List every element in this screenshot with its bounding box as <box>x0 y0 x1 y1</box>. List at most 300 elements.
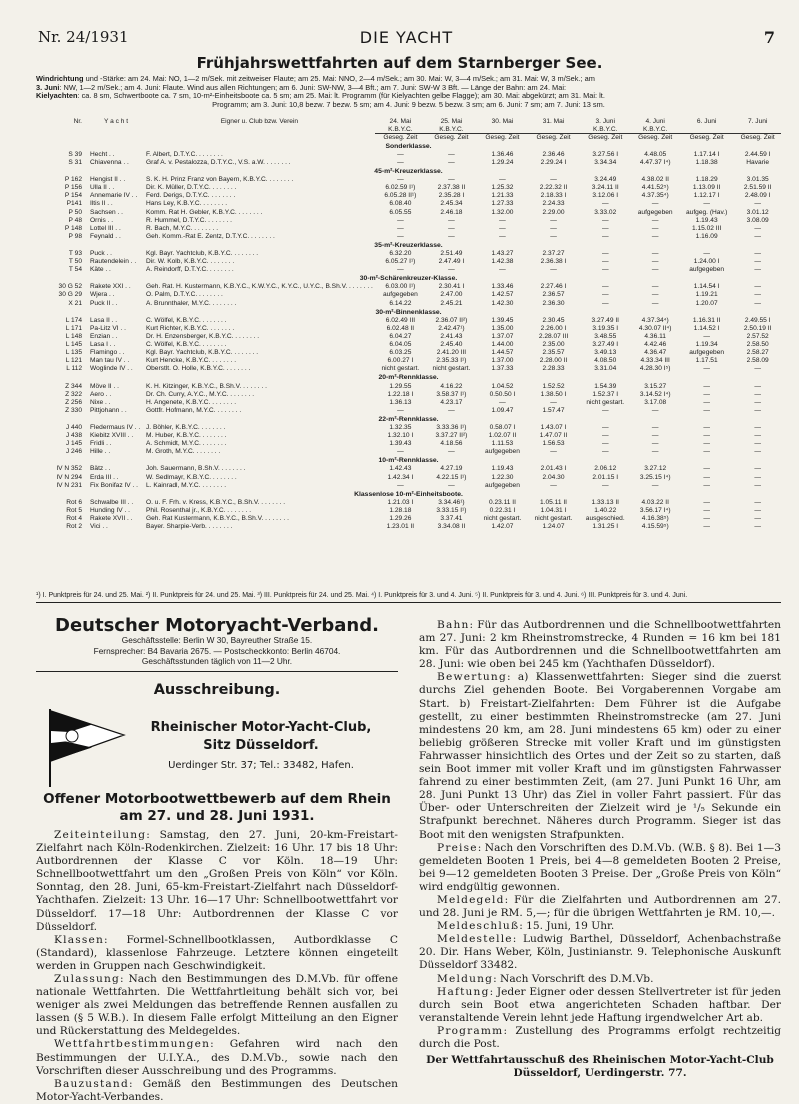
col-sub: Geseg. Zeit <box>434 134 469 142</box>
paragraph-lead: Haftung <box>437 985 490 998</box>
cell-yacht: Fridli . . <box>90 440 112 448</box>
paragraph-text: : Nach Vorschrift des D.M.Vb. <box>493 972 654 985</box>
cell-time: 1.37.33 <box>491 365 514 373</box>
cell-time: 1.42.43 <box>389 465 412 473</box>
cell-time: — <box>703 432 710 440</box>
cell-owner: R. Bach, M.Y.C. . . . . . . . <box>146 224 219 232</box>
cell-time: 2.47.00 <box>440 291 463 299</box>
cell-time: — <box>397 158 404 166</box>
paragraph-lead: Wettfahrtbestimmungen <box>54 1038 211 1051</box>
cell-time: — <box>703 465 710 473</box>
paragraph-lead: Programm <box>437 1024 504 1037</box>
table-row <box>36 507 781 515</box>
cell-time: 1.39.43 <box>389 440 412 448</box>
cell-yacht: Sachsen . . <box>90 208 123 216</box>
cell-time: 1.19.21 <box>695 291 718 299</box>
cell-time: — <box>754 382 761 390</box>
cell-time: 3.25.15 I⁴) <box>639 473 671 481</box>
cell-nr: L 135 <box>65 349 82 357</box>
cell-yacht: Rakete XXI . . <box>90 283 131 291</box>
cell-nr: L 112 <box>66 365 82 373</box>
cell-yacht: Vici . . <box>90 523 108 531</box>
table-row <box>36 424 781 432</box>
cell-time: 3.12.06 I <box>592 192 619 200</box>
cell-owner: Phil. Rosenthal jr., K.B.Y.C. . . . . . . . <box>146 506 252 514</box>
ausschreibung-heading: Ausschreibung. <box>153 681 281 698</box>
cell-time: 3.27.49 I <box>592 341 619 349</box>
cell-time: — <box>499 216 506 224</box>
table-row <box>36 407 781 415</box>
cell-time: 2.47.49 I <box>438 258 465 266</box>
cell-time: 1.16.09 <box>695 232 718 240</box>
cell-owner: Kurt Hencke, K.B.Y.C. . . . . . . . <box>146 357 237 365</box>
cell-owner: A. Reindorff, D.T.Y.C. . . . . . . . <box>146 266 234 274</box>
cell-owner: Komm. Rat H. Gebler, K.B.Y.C. . . . . . . . <box>146 208 263 216</box>
cell-time: — <box>703 448 710 456</box>
cell-time: 3.27.12 <box>644 465 667 473</box>
cell-time: — <box>703 498 710 506</box>
cell-time: — <box>601 299 609 307</box>
club-seat: Sitz Düsseldorf. <box>203 737 319 753</box>
cell-time: — <box>703 481 710 489</box>
cell-time: — <box>448 448 455 456</box>
cell-time: 1.36.13 <box>389 398 412 406</box>
cell-time: — <box>550 216 557 224</box>
cell-owner: Graf A. v. Pestalozza, D.T.Y.C., V.S. a.W. . . . . . . . <box>146 158 291 166</box>
col-date <box>528 118 579 134</box>
table-row <box>36 515 781 523</box>
cell-time: 6.04.27 <box>389 332 412 340</box>
cell-time: — <box>601 283 609 291</box>
cell-time: nicht gestart. <box>381 365 420 373</box>
table-row <box>36 465 781 473</box>
paragraph-text: : Nach den Vorschriften des D.M.Vb. (W.B. § 8). Bei 1—3 gemeldeten Booten 1 Preis, bei 4—8 gemeldeten Booten 2 Preise, bei 9—12 gemeldeten Booten 3 Preise. Der „Große Preis von Köln“ wird endgültig gewonnen. <box>419 841 781 893</box>
wind-line-text: Programm; am 3. Juni: 10,8 bezw. 7 bezw. 5 sm; am 4. Juni: 9 bezw. 5 bezw. 3 sm; am 6. Juni: 7 sm; am 7. Juni: 13 sm. <box>212 99 605 109</box>
col-date-club: K.B.Y.C. <box>439 125 464 133</box>
cell-time: — <box>651 481 659 489</box>
cell-time: — <box>703 423 710 431</box>
cell-time: 4.22.15 I¹) <box>436 473 467 481</box>
cell-time: 3.14.52 I⁴) <box>639 390 671 398</box>
cell-time: 3.24.11 II <box>591 184 619 192</box>
cell-time: 1.14.52 I <box>693 324 720 332</box>
cell-owner: Hans Ley, K.B.Y.C. . . . . . . . <box>146 200 228 208</box>
class-name: 10-m²-Rennklasse. <box>378 457 439 465</box>
cell-time: 2.36.38 I <box>540 258 567 266</box>
table-row <box>36 250 781 258</box>
cell-time: 1.11.53 <box>491 440 514 448</box>
paragraph <box>419 671 781 841</box>
cell-yacht: Annemarie IV . . <box>90 192 138 200</box>
cell-time: 2.29.00 <box>542 208 565 216</box>
cell-nr: J 438 <box>65 432 82 440</box>
col-date-club: K.B.Y.C. <box>593 125 618 133</box>
cell-time: 1.54.39 <box>594 382 617 390</box>
table-row <box>36 233 781 241</box>
cell-time: 1.56.53 <box>542 440 565 448</box>
col-nr: Nr. <box>73 118 82 125</box>
cell-time: 6.05.55 <box>389 208 412 216</box>
cell-time: — <box>601 232 609 240</box>
cell-time: 1.21.03 I <box>387 498 414 506</box>
cell-time: 2.58.09 <box>746 357 769 365</box>
table-row <box>36 482 781 490</box>
cell-time: — <box>397 216 404 224</box>
cell-time: aufgegeben <box>485 448 520 456</box>
cell-time: — <box>754 406 761 414</box>
cell-time: 2.45.40 <box>440 341 463 349</box>
cell-time: — <box>754 390 761 398</box>
col-date-day: 6. Juni <box>696 118 717 125</box>
cell-time: 1.02.07 II <box>488 432 517 440</box>
cell-time: 6.02.49 III <box>385 316 416 324</box>
cell-time: 2.28.07 III <box>538 332 569 340</box>
paragraph-lead: Bauzustand <box>54 1077 129 1090</box>
col-date <box>631 118 679 134</box>
cell-time: 2.24.33 <box>542 200 565 208</box>
cell-nr: T 54 <box>68 266 82 274</box>
cell-time: 2.37.27 <box>542 250 565 257</box>
table-row <box>36 474 781 482</box>
cell-time: — <box>651 200 659 208</box>
cell-nr: Z 256 <box>65 398 82 406</box>
cell-nr: X 21 <box>68 299 82 307</box>
cell-time: aufgegeben <box>689 266 725 274</box>
cell-time: 2.58.27 <box>746 349 769 357</box>
paragraph-text: : Ludwig Barthel, Düsseldorf, Achenbachstraße 20. Dir. Hans Weber, Köln, Justinianstr. 9. Telephonische Auskunft Düsseldorf 33482. <box>419 933 781 972</box>
cell-time: 6.03.00 I¹) <box>385 283 416 291</box>
cell-time: — <box>448 158 455 166</box>
cell-time: 1.29.24 <box>491 158 514 166</box>
cell-yacht: Käte . . <box>90 266 111 274</box>
cell-time: — <box>550 224 557 232</box>
cell-time: 1.32.10 I <box>387 432 414 440</box>
paragraph <box>419 619 781 671</box>
cell-time: 4.42.46 <box>644 341 667 349</box>
cell-nr: T 93 <box>68 250 82 257</box>
cell-time: — <box>754 232 761 240</box>
paragraph-lead: Preise <box>437 841 478 854</box>
left-column <box>36 615 398 1104</box>
cell-time: — <box>754 250 761 257</box>
cell-yacht: Hunding IV . . <box>90 506 130 514</box>
cell-nr: IV N 294 <box>56 473 82 481</box>
cell-time: 3.17.08 <box>644 398 667 406</box>
cell-time: 4.28.30 I⁵) <box>639 365 671 373</box>
cell-time: 2.35.00 <box>542 341 565 349</box>
cell-time: — <box>754 365 761 373</box>
cell-time: — <box>397 150 404 158</box>
col-sub: Geseg. Zeit <box>485 134 520 142</box>
paragraph-text: : 15. Juni, 19 Uhr. <box>519 920 615 933</box>
cell-time: — <box>651 432 659 440</box>
cell-nr: L 148 <box>65 332 82 340</box>
wind-line-lead: 3. Juni <box>36 82 60 92</box>
cell-time: — <box>651 232 659 240</box>
wind-line-lead: Kielyachten <box>36 91 78 101</box>
cell-time: aufgegeben <box>689 349 725 357</box>
cell-time: — <box>651 440 659 448</box>
cell-nr: P 148 <box>64 224 82 232</box>
cell-time: 1.52.52 <box>542 382 565 390</box>
cell-time: — <box>703 515 710 522</box>
cell-time: 1.43.07 I <box>540 423 567 431</box>
cell-owner: W. Sedlmayr, K.B.Y.C. . . . . . . . <box>146 473 237 481</box>
class-row <box>36 308 781 317</box>
cell-owner: R. Hummel, D.T.Y.C. . . . . . . . <box>146 216 232 224</box>
col-date <box>579 118 631 134</box>
cell-time: 4.03.22 II <box>641 498 669 506</box>
cell-time: — <box>601 423 609 431</box>
paragraph-lead: Klassen <box>54 933 104 946</box>
cell-yacht: Rautendelein . . <box>90 258 137 266</box>
table-row <box>36 365 781 373</box>
cell-nr: P 156 <box>64 184 82 192</box>
cell-time: 1.57.47 <box>542 406 565 414</box>
cell-nr: S 39 <box>68 150 82 158</box>
cell-time: — <box>703 440 710 448</box>
paragraph <box>36 1078 398 1104</box>
cell-time: 1.24.07 <box>542 523 565 531</box>
col-sub: Geseg. Zeit <box>536 134 571 142</box>
class-row <box>36 415 781 424</box>
cell-time: — <box>397 224 404 232</box>
cell-time: — <box>397 176 404 184</box>
cell-yacht: Man tau IV . . <box>90 357 130 365</box>
event-dates: am 27. und 28. Juni 1931. <box>119 807 315 824</box>
cell-yacht: Pa-Litz VI . . <box>90 324 126 332</box>
cell-time: — <box>651 448 659 456</box>
cell-time: 1.13.09 II <box>692 184 721 192</box>
cell-time: 1.22.30 <box>491 473 514 481</box>
cell-time: — <box>550 448 557 456</box>
cell-owner: H. Angenete, K.B.Y.C. . . . . . . . <box>146 398 237 406</box>
class-row <box>36 241 781 250</box>
class-name: 30-m²-Schärenkreuzer-Klasse. <box>359 275 458 283</box>
cell-owner: M. Groth, M.Y.C. . . . . . . . <box>146 448 221 456</box>
cell-time: 1.42.07 <box>491 523 514 531</box>
cell-time: — <box>448 481 455 489</box>
col-date-club <box>479 126 526 134</box>
cell-time: 4.36.11 <box>644 332 666 340</box>
cell-time: 1.21.33 <box>491 192 514 200</box>
cell-time: 1.36.46 <box>491 150 514 158</box>
cell-time: — <box>601 432 609 440</box>
cell-time: 1.32.35 <box>389 423 412 431</box>
col-date <box>375 118 426 134</box>
wind-line-text: und -Stärke: am 24. Mai: NO, 1—2 m/Sek. mit zeitweiser Flaute; am 25. Mai: NNO, 2—4 m/Sek.; am 30. Mai: W, 3—4 m/Sek.; am 31. Mai: W, 3 m/Sek.; am <box>83 74 595 83</box>
paragraph-text: : Gemäß den Bestimmungen des Deutschen Motor-Yacht-Verbandes. <box>36 1077 398 1103</box>
class-name: 22-m²-Rennklasse. <box>378 415 439 423</box>
cell-time: — <box>651 423 659 431</box>
cell-time: 1.19.43 <box>491 465 514 473</box>
paragraph-text: : Samstag, den 27. Juni, 20-km-Freistart-Zielfahrt nach Köln-Rodenkirchen. Zielzeit: 16 Uhr. 17 bis 18 Uhr: Autbordrennen der Klasse C vor Köln. 18—19 Uhr: Schnellbootwettfahrt um den „Großen Preis von Köln“ vor Köln. Sonntag, den 28. Juni, 65-km-Freistart-Zielfahrt nach Düsseldorf-Yachthafen. Zielzeit: 13 Uhr. 16—17 Uhr: Schnellbootwettfahrt vor Düsseldorf. 17—18 Uhr: Autbordrennen der Klasse C vor Düsseldorf. <box>36 828 398 933</box>
cell-time: 2.27.46 I <box>540 283 567 291</box>
cell-nr: L 171 <box>65 324 82 332</box>
cell-time: — <box>601 200 609 208</box>
magazine-title: DIE YACHT <box>359 28 454 47</box>
cell-time: 3.49.13 <box>594 349 617 357</box>
cell-time: — <box>601 481 609 489</box>
cell-time: 4.38.02 II <box>641 176 669 184</box>
cell-time: 4.27.19 <box>440 465 463 473</box>
cell-time: 6.04.05 <box>389 341 412 349</box>
cell-time: — <box>397 406 404 414</box>
cell-time: 3.15.27 <box>644 382 667 390</box>
cell-nr: 30 G 52 <box>58 283 82 291</box>
cell-owner: K. H. Kitzinger, K.B.Y.C., B.Sh.V. . . . . . . . <box>146 382 267 390</box>
cell-time: 3.58.37 I¹) <box>436 390 467 398</box>
paragraph-lead: Meldestelle <box>437 933 513 946</box>
cell-owner: Kgl. Bayr. Yachtclub, K.B.Y.C. . . . . . . . <box>146 250 259 257</box>
cell-time: 2.41.20 III <box>436 349 467 357</box>
cell-time: — <box>754 291 761 299</box>
paragraph <box>36 934 398 973</box>
cell-time: 4.48.05 <box>644 150 667 158</box>
class-name: Sonderklasse. <box>385 142 432 150</box>
cell-yacht: Wjera . . <box>90 291 115 299</box>
cell-nr: Rot 4 <box>66 515 82 522</box>
col-date-club <box>530 126 577 134</box>
cell-time: 3.33.36 I¹) <box>436 423 467 431</box>
paragraph <box>36 829 398 934</box>
cell-nr: 30 G 29 <box>58 291 82 299</box>
cell-time: — <box>601 448 609 456</box>
cell-time: 2.04.30 <box>542 473 565 481</box>
cell-time: 4.41.52⁵) <box>641 184 669 192</box>
cell-yacht: Aero . . <box>90 390 112 398</box>
dmv-phone: Fernsprecher: B4 Bavaria 2675. — Postscheckkonto: Berlin 46704. <box>93 645 341 656</box>
paragraph-lead: Zeiteinteilung <box>54 828 147 841</box>
cell-nr: J 440 <box>65 423 82 431</box>
cell-time: 6.00.27 I <box>387 357 414 365</box>
cell-time: — <box>703 390 710 398</box>
cell-owner: Dir. W. Kolb, K.B.Y.C. . . . . . . . <box>146 258 235 266</box>
col-date-club: K.B.Y.C. <box>642 125 668 133</box>
cell-owner: Geh. Komm.-Rat E. Zentz, D.T.Y.C. . . . . . . . <box>146 232 275 240</box>
cell-time: 2.58.50 <box>746 341 769 349</box>
table-row <box>36 333 781 341</box>
col-date-day: 30. Mai <box>491 118 514 125</box>
cell-time: — <box>703 382 710 390</box>
cell-nr: J 145 <box>65 440 82 448</box>
cell-nr: L 174 <box>65 316 82 324</box>
cell-time: 1.29.55 <box>389 382 412 390</box>
cell-time: — <box>651 216 659 224</box>
paragraph <box>419 973 781 986</box>
cell-time: — <box>651 250 659 257</box>
cell-time: — <box>703 406 710 414</box>
table-row <box>36 448 781 456</box>
cell-owner: C. Wölfel, K.B.Y.C. . . . . . . . <box>146 341 227 349</box>
cell-time: 3.24.49 <box>594 176 617 184</box>
right-paragraphs <box>419 619 781 1051</box>
col-date-club <box>681 126 732 134</box>
cell-nr: Rot 6 <box>66 498 82 506</box>
col-owner: Eigner u. Club bzw. Verein <box>220 118 299 125</box>
cell-yacht: Rakete XVII . . <box>90 515 133 522</box>
cell-yacht: Woglinde IV . . <box>90 365 133 373</box>
cell-yacht: Puck . . <box>90 250 112 257</box>
cell-time: 1.31.25 I <box>592 523 619 531</box>
cell-time: — <box>601 216 609 224</box>
cell-time: 1.47.07 II <box>539 432 568 440</box>
col-date <box>477 118 528 134</box>
cell-time: 3.34.46¹) <box>438 498 465 506</box>
cell-time: 1.29.26 <box>389 515 412 522</box>
cell-owner: Dr. Ch. Curry, A.Y.C., M.Y.C. . . . . . . . <box>146 390 255 398</box>
cell-nr: L 145 <box>65 341 82 349</box>
club-address: Uerdinger Str. 37; Tel.: 33482, Hafen. <box>168 759 354 771</box>
cell-time: — <box>754 498 761 506</box>
cell-time: 1.19.34 <box>695 341 718 349</box>
cell-time: — <box>754 473 761 481</box>
class-row <box>36 373 781 382</box>
paragraph-text: : Für das Autbordrennen und die Schnellbootwettfahrten am 27. Juni: 2 km Rheinstromstrecke, 4 Runden = 16 km bei 181 km. Für das Autbordrennen und die Schnellbootwettfahrten am 28. Juni: wie oben bei 245 km (Yachthafen Düsseldorf). <box>419 619 781 671</box>
paragraph-text: : Jeder Eigner oder dessen Stellvertreter ist für jeden durch sein Boot etwa angerichteten Schaden haftbar. Der veranstaltende Verein lehnt jede Haftung irgendwelcher Art ab. <box>419 985 781 1024</box>
article-title: Frühjahrswettfahrten auf dem Starnberger See. <box>196 54 603 72</box>
cell-time: — <box>601 291 609 299</box>
col-date <box>734 118 781 134</box>
cell-time: — <box>651 283 659 291</box>
cell-time: 3.31.04 <box>594 365 617 373</box>
cell-time: nicht gestart. <box>534 515 573 522</box>
col-date <box>679 118 734 134</box>
class-row <box>36 490 781 499</box>
cell-yacht: Bätz . . <box>90 465 111 473</box>
table-row <box>36 192 781 200</box>
paragraph-text: : Formel-Schnellbootklassen, Autbordklasse C (Standard), klassenlose Fahrzeuge. Letztere können eingeteilt werden in Gruppen nach Geschwindigkeit. <box>36 933 398 972</box>
cell-time: — <box>499 398 506 406</box>
paragraph-lead: Meldung <box>437 972 494 985</box>
cell-time: — <box>397 481 404 489</box>
cell-time: — <box>499 176 506 184</box>
cell-time: 4.16.38⁵) <box>641 515 669 522</box>
cell-time: 1.33.13 II <box>591 498 619 506</box>
paragraph <box>419 933 781 972</box>
cell-time: 1.40.22 <box>594 506 617 514</box>
club-name: Rheinischer Motor-Yacht-Club, <box>150 719 372 735</box>
table-row <box>36 440 781 448</box>
cell-nr: J 246 <box>65 448 82 456</box>
cell-time: aufgegeben <box>485 481 520 489</box>
cell-time: 2.35.28 I <box>438 192 465 200</box>
cell-nr: IV N 352 <box>56 465 82 473</box>
table-row <box>36 391 781 399</box>
cell-time: aufgeg. (Hav.) <box>685 208 728 216</box>
table-row <box>36 159 781 167</box>
cell-time: — <box>754 515 761 522</box>
cell-time: — <box>448 224 455 232</box>
cell-time: 2.22.32 II <box>539 184 568 192</box>
cell-time: 1.20.07 <box>695 299 718 307</box>
cell-time: — <box>651 291 659 299</box>
cell-time: 4.47.37 I⁴) <box>639 158 671 166</box>
cell-time: 3.48.55 <box>594 332 617 340</box>
cell-nr: Rot 5 <box>66 506 82 514</box>
cell-time: — <box>703 473 710 481</box>
cell-time: 1.22.18 I <box>387 390 414 398</box>
cell-time: — <box>754 448 761 456</box>
cell-time: 3.34.08 II <box>437 523 466 531</box>
cell-yacht: Möve II . . <box>90 382 119 390</box>
cell-time: 1.43.27 <box>491 250 514 257</box>
table-row <box>36 399 781 407</box>
cell-time: — <box>754 523 761 531</box>
signature-line-2: Düsseldorf, Uerdingerstr. 77. <box>513 1067 687 1080</box>
paragraph-lead: Zulassung <box>54 973 120 985</box>
cell-time: 1.33.46 <box>491 283 514 291</box>
